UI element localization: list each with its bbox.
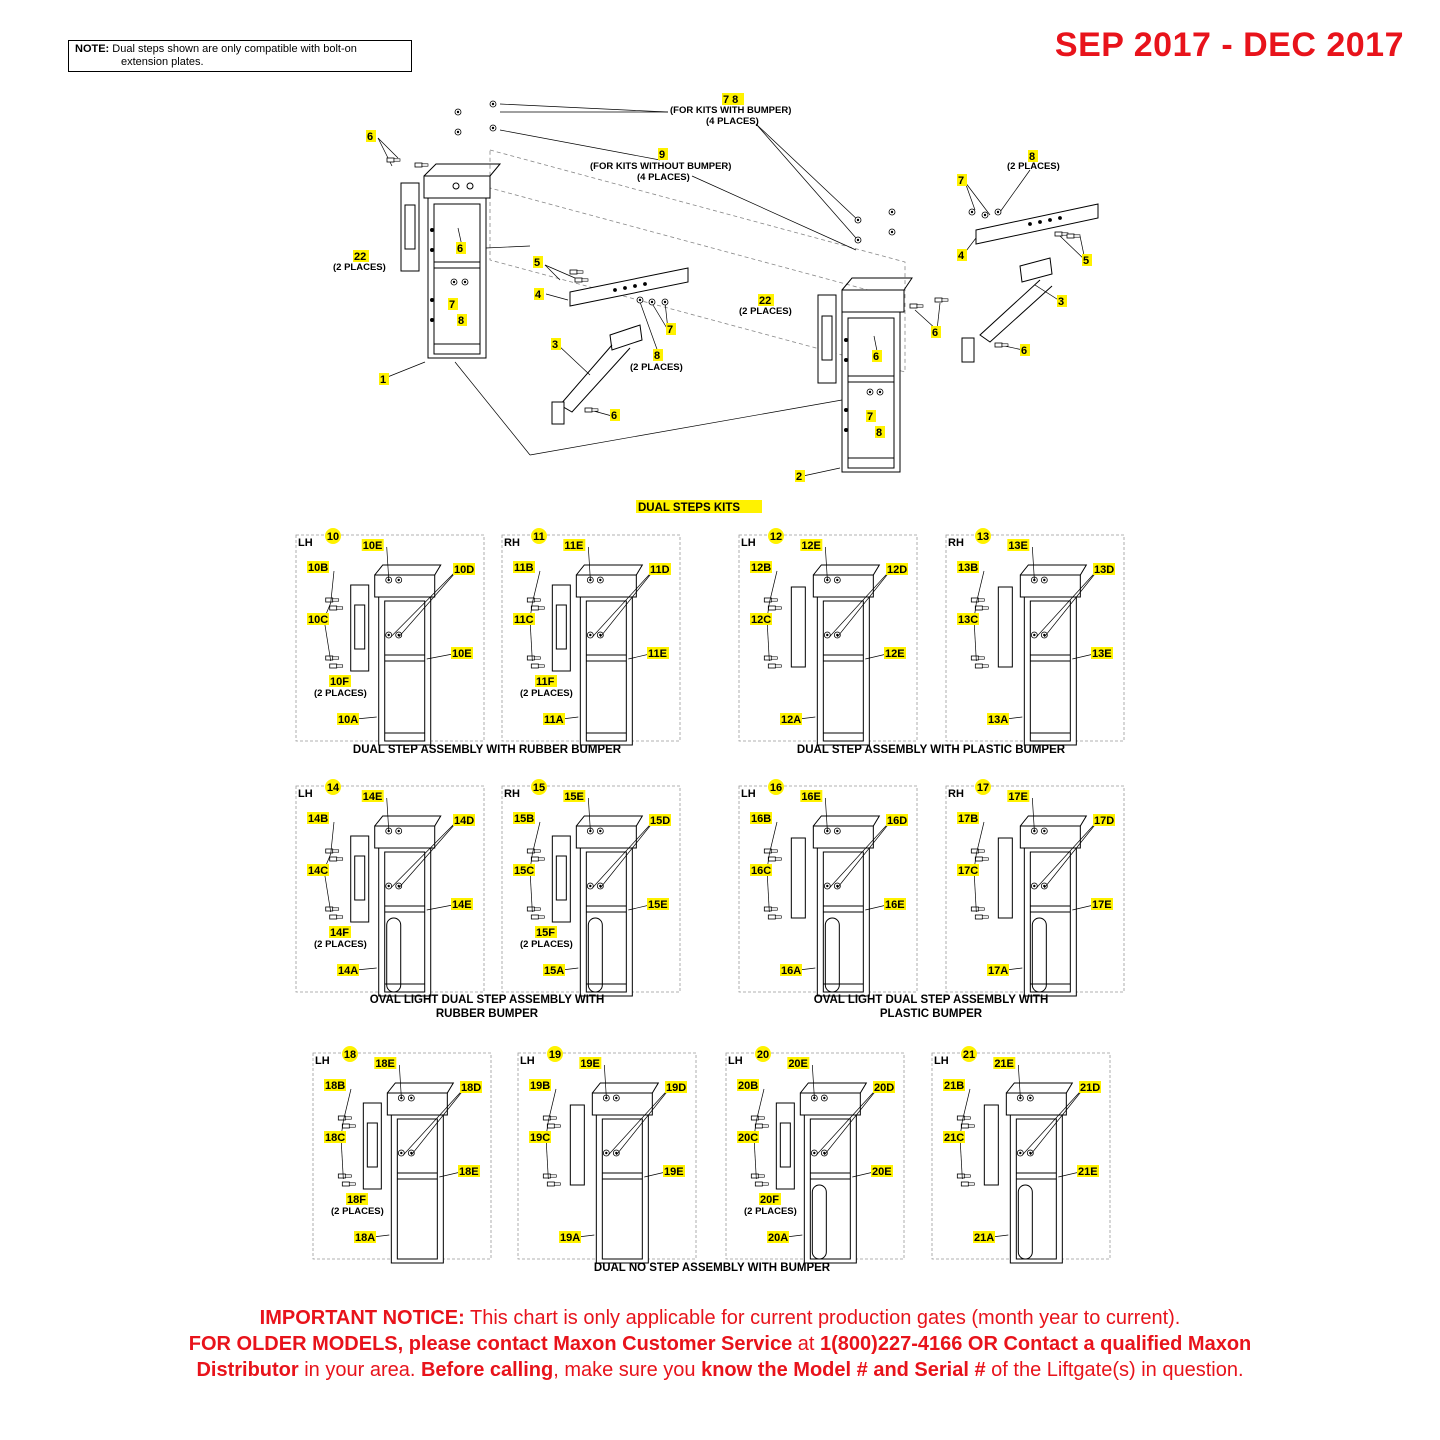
sub-2-places-22r: (2 PLACES) — [739, 306, 792, 317]
kit-number-15: 15 — [532, 782, 546, 794]
caption-rubber: DUAL STEP ASSEMBLY WITH RUBBER BUMPER — [352, 744, 622, 756]
notice-line-1 — [0, 1305, 1440, 1331]
label-b-17: 17B — [958, 813, 979, 825]
notice-p3-text: in your area. — [298, 1359, 421, 1381]
label-a-17: 17A — [988, 965, 1009, 977]
callout-3-left: 3 — [552, 339, 559, 351]
kit-panel-20 — [726, 1046, 904, 1263]
label-e-10: 10E — [362, 540, 383, 552]
label-c-11: 11C — [514, 614, 534, 626]
label-d-10: 10D — [454, 564, 475, 576]
label-e-12: 12E — [801, 540, 821, 552]
label-b-13: 13B — [958, 562, 979, 574]
label-e-18: 18E — [375, 1058, 395, 1070]
callout-4-left: 4 — [535, 289, 542, 301]
kit-panel-14 — [296, 779, 484, 996]
label-c-17: 17C — [958, 865, 979, 877]
label-c-18: 18C — [325, 1132, 346, 1144]
sub-2-places-8m: (2 PLACES) — [630, 362, 683, 373]
kit-side-15: RH — [504, 788, 520, 800]
kit-side-21: LH — [934, 1055, 949, 1067]
label-a-10: 10A — [338, 714, 359, 726]
label-e2-19: 19E — [664, 1166, 684, 1178]
kit-number-16: 16 — [769, 782, 783, 794]
label-f-18: 18F — [347, 1194, 366, 1206]
notice-p3-text3: of the Liftgate(s) in question. — [985, 1359, 1244, 1381]
callout-7-left: 7 — [449, 299, 456, 311]
notice-p3-bold: Distributor — [196, 1359, 299, 1381]
label-e-13: 13E — [1008, 540, 1028, 552]
label-b-21: 21B — [944, 1080, 965, 1092]
label-c-19: 19C — [530, 1132, 551, 1144]
label-c-21: 21C — [944, 1132, 965, 1144]
label-d-20: 20D — [874, 1082, 895, 1094]
notice-p3-text2: , make sure you — [553, 1359, 702, 1381]
caption-plastic: DUAL STEP ASSEMBLY WITH PLASTIC BUMPER — [796, 744, 1066, 756]
callout-5-right: 5 — [1083, 255, 1090, 267]
kit-panel-19 — [518, 1046, 696, 1263]
callout-6-a: 6 — [367, 131, 374, 143]
kit-number-18: 18 — [343, 1049, 357, 1061]
label-fp-20: (2 PLACES) — [744, 1206, 797, 1217]
label-e-17: 17E — [1008, 791, 1028, 803]
dual-step-left — [401, 164, 500, 358]
callout-7-r2: 7 — [867, 411, 874, 423]
kit-number-19: 19 — [548, 1049, 562, 1061]
kit-side-19: LH — [520, 1055, 535, 1067]
kit-number-11: 11 — [533, 531, 545, 543]
kit-panel-21 — [932, 1046, 1110, 1263]
label-f-15: 15F — [536, 927, 555, 939]
label-a-16: 16A — [781, 965, 802, 977]
kit-panel-13 — [946, 528, 1124, 745]
callout-3-right: 3 — [1058, 296, 1065, 308]
callout-5-left: 5 — [534, 257, 541, 269]
sub-2-places-r8: (2 PLACES) — [1007, 161, 1060, 172]
callout-6-d: 6 — [1021, 345, 1028, 357]
sub-without-bumper: (FOR KITS WITHOUT BUMPER) — [590, 161, 732, 172]
sub-4-places-a: (4 PLACES) — [706, 116, 759, 127]
label-a-15: 15A — [544, 965, 565, 977]
label-b-10: 10B — [308, 562, 329, 574]
label-e-19: 19E — [580, 1058, 600, 1070]
callout-9: 9 — [659, 149, 666, 161]
label-c-14: 14C — [308, 865, 329, 877]
kits-title: DUAL STEPS KITS — [638, 502, 741, 514]
label-b-15: 15B — [514, 813, 535, 825]
kit-panel-15 — [502, 779, 680, 996]
label-e-21: 21E — [994, 1058, 1014, 1070]
label-f-20: 20F — [760, 1194, 779, 1206]
step-drawing-15 — [552, 816, 642, 996]
label-fp-11: (2 PLACES) — [520, 688, 573, 699]
notice-p1-text: This chart is only applicable for current production gates (month year to current). — [464, 1307, 1181, 1329]
callout-22-right: 22 — [759, 295, 772, 307]
notice-line-2 — [0, 1331, 1440, 1357]
step-drawing-18 — [363, 1083, 453, 1263]
note-label: NOTE: — [75, 43, 110, 55]
kits-layer — [296, 528, 1124, 1263]
label-a-11: 11A — [544, 714, 564, 726]
kit-panel-10 — [296, 528, 484, 745]
kit-number-12: 12 — [769, 531, 783, 543]
label-c-15: 15C — [514, 865, 535, 877]
notice-p3-bold3: know the Model # and Serial # — [701, 1359, 986, 1381]
step-drawing-20 — [776, 1083, 866, 1263]
label-c-16: 16C — [751, 865, 772, 877]
step-drawing-11 — [552, 565, 642, 745]
label-fp-14: (2 PLACES) — [314, 939, 367, 950]
label-e2-13: 13E — [1092, 648, 1112, 660]
label-fp-15: (2 PLACES) — [520, 939, 573, 950]
label-a-13: 13A — [988, 714, 1009, 726]
label-e-16: 16E — [801, 791, 821, 803]
label-fp-10: (2 PLACES) — [314, 688, 367, 699]
label-e2-11: 11E — [648, 648, 667, 660]
label-b-19: 19B — [530, 1080, 551, 1092]
kit-side-18: LH — [315, 1055, 330, 1067]
label-e-11: 11E — [564, 540, 584, 552]
kit-side-11: RH — [504, 537, 520, 549]
label-e2-12: 12E — [885, 648, 905, 660]
callout-6-e: 6 — [873, 351, 880, 363]
label-d-14: 14D — [454, 815, 475, 827]
caption-nostep: DUAL NO STEP ASSEMBLY WITH BUMPER — [593, 1262, 831, 1274]
label-d-19: 19D — [666, 1082, 687, 1094]
callout-8-r2: 8 — [876, 427, 883, 439]
label-a-18: 18A — [355, 1232, 376, 1244]
kit-side-16: LH — [741, 788, 756, 800]
note-line-2: extension plates. — [121, 56, 204, 68]
kit-side-20: LH — [728, 1055, 743, 1067]
label-c-12: 12C — [751, 614, 772, 626]
label-f-10: 10F — [330, 676, 349, 688]
label-d-18: 18D — [461, 1082, 482, 1094]
sub-2-places-22l: (2 PLACES) — [333, 262, 386, 273]
label-e2-14: 14E — [452, 899, 472, 911]
callout-8-left: 8 — [458, 315, 465, 327]
label-e-20: 20E — [788, 1058, 808, 1070]
label-a-19: 19A — [560, 1232, 581, 1244]
label-e-15: 15E — [564, 791, 584, 803]
kit-side-12: LH — [741, 537, 756, 549]
kit-side-14: LH — [298, 788, 313, 800]
kit-number-21: 21 — [962, 1049, 976, 1061]
kit-number-10: 10 — [326, 531, 340, 543]
notice-line-3 — [0, 1357, 1440, 1383]
kit-panel-12 — [739, 528, 917, 745]
sub-with-bumper: (FOR KITS WITH BUMPER) — [670, 105, 792, 116]
date-range: SEP 2017 - DEC 2017 — [1054, 26, 1404, 64]
notice-p3-bold2: Before calling — [420, 1359, 554, 1381]
label-b-16: 16B — [751, 813, 772, 825]
label-c-10: 10C — [308, 614, 329, 626]
label-e2-15: 15E — [648, 899, 668, 911]
label-e2-10: 10E — [452, 648, 472, 660]
label-d-17: 17D — [1094, 815, 1115, 827]
label-e2-16: 16E — [885, 899, 905, 911]
note-line-1: Dual steps shown are only compatible with bolt-on — [112, 43, 357, 55]
callout-8-right: 8 — [1029, 151, 1036, 163]
kit-panel-16 — [739, 779, 917, 996]
sub-4-places-b: (4 PLACES) — [637, 172, 690, 183]
label-d-11: 11D — [650, 564, 670, 576]
dual-step-right — [818, 278, 912, 472]
kit-number-13: 13 — [976, 531, 990, 543]
callout-6-c: 6 — [932, 327, 939, 339]
kit-panel-11 — [502, 528, 680, 745]
callout-8-mid: 8 — [654, 350, 661, 362]
label-d-16: 16D — [887, 815, 908, 827]
main-exploded-view — [333, 93, 1098, 514]
callout-1: 1 — [380, 374, 387, 386]
label-c-20: 20C — [738, 1132, 759, 1144]
kit-side-13: RH — [948, 537, 964, 549]
callout-7-8-top: 7 8 — [723, 94, 739, 106]
notice-p2-bold: FOR OLDER MODELS, please contact Maxon Customer Service — [188, 1333, 793, 1355]
important-notice — [0, 1305, 1440, 1383]
label-d-21: 21D — [1080, 1082, 1101, 1094]
label-d-15: 15D — [650, 815, 671, 827]
caption-oval-plastic-2: PLASTIC BUMPER — [879, 1008, 983, 1020]
label-e2-17: 17E — [1092, 899, 1112, 911]
callout-7-mid: 7 — [667, 324, 674, 336]
kit-side-17: RH — [948, 788, 964, 800]
caption-oval-rubber-1: OVAL LIGHT DUAL STEP ASSEMBLY WITH — [369, 994, 605, 1006]
label-f-14: 14F — [330, 927, 349, 939]
brace-left — [552, 268, 688, 424]
kit-number-14: 14 — [326, 782, 340, 794]
hardware — [387, 101, 1080, 412]
label-b-20: 20B — [738, 1080, 759, 1092]
label-e-14: 14E — [362, 791, 383, 803]
kit-panel-17 — [946, 779, 1124, 996]
label-b-18: 18B — [325, 1080, 346, 1092]
callout-2: 2 — [796, 471, 803, 483]
notice-p1-bold: IMPORTANT NOTICE: — [259, 1307, 465, 1329]
label-e2-18: 18E — [459, 1166, 479, 1178]
callout-7-right: 7 — [958, 175, 965, 187]
label-b-12: 12B — [751, 562, 772, 574]
label-d-12: 12D — [887, 564, 908, 576]
label-d-13: 13D — [1094, 564, 1115, 576]
callout-6-b: 6 — [457, 243, 464, 255]
callout-22-left: 22 — [354, 251, 367, 263]
kit-panel-18 — [313, 1046, 491, 1263]
notice-p2-phone: 1(800)227-4166 OR Contact a qualified Maxon — [820, 1333, 1252, 1355]
notice-p2-text: at — [792, 1333, 821, 1355]
kit-side-10: LH — [298, 537, 313, 549]
label-a-21: 21A — [974, 1232, 995, 1244]
label-e2-21: 21E — [1078, 1166, 1098, 1178]
callout-6-f: 6 — [611, 410, 618, 422]
caption-oval-rubber-2: RUBBER BUMPER — [435, 1008, 539, 1020]
brace-right — [962, 204, 1098, 362]
kit-number-20: 20 — [756, 1049, 770, 1061]
caption-oval-plastic-1: OVAL LIGHT DUAL STEP ASSEMBLY WITH — [813, 994, 1049, 1006]
label-a-12: 12A — [781, 714, 802, 726]
label-b-11: 11B — [514, 562, 534, 574]
kit-number-17: 17 — [976, 782, 990, 794]
label-a-20: 20A — [768, 1232, 789, 1244]
label-a-14: 14A — [338, 965, 359, 977]
label-b-14: 14B — [308, 813, 329, 825]
label-e2-20: 20E — [872, 1166, 892, 1178]
label-f-11: 11F — [536, 676, 555, 688]
label-c-13: 13C — [958, 614, 979, 626]
callout-4-right: 4 — [958, 250, 965, 262]
label-fp-18: (2 PLACES) — [331, 1206, 384, 1217]
